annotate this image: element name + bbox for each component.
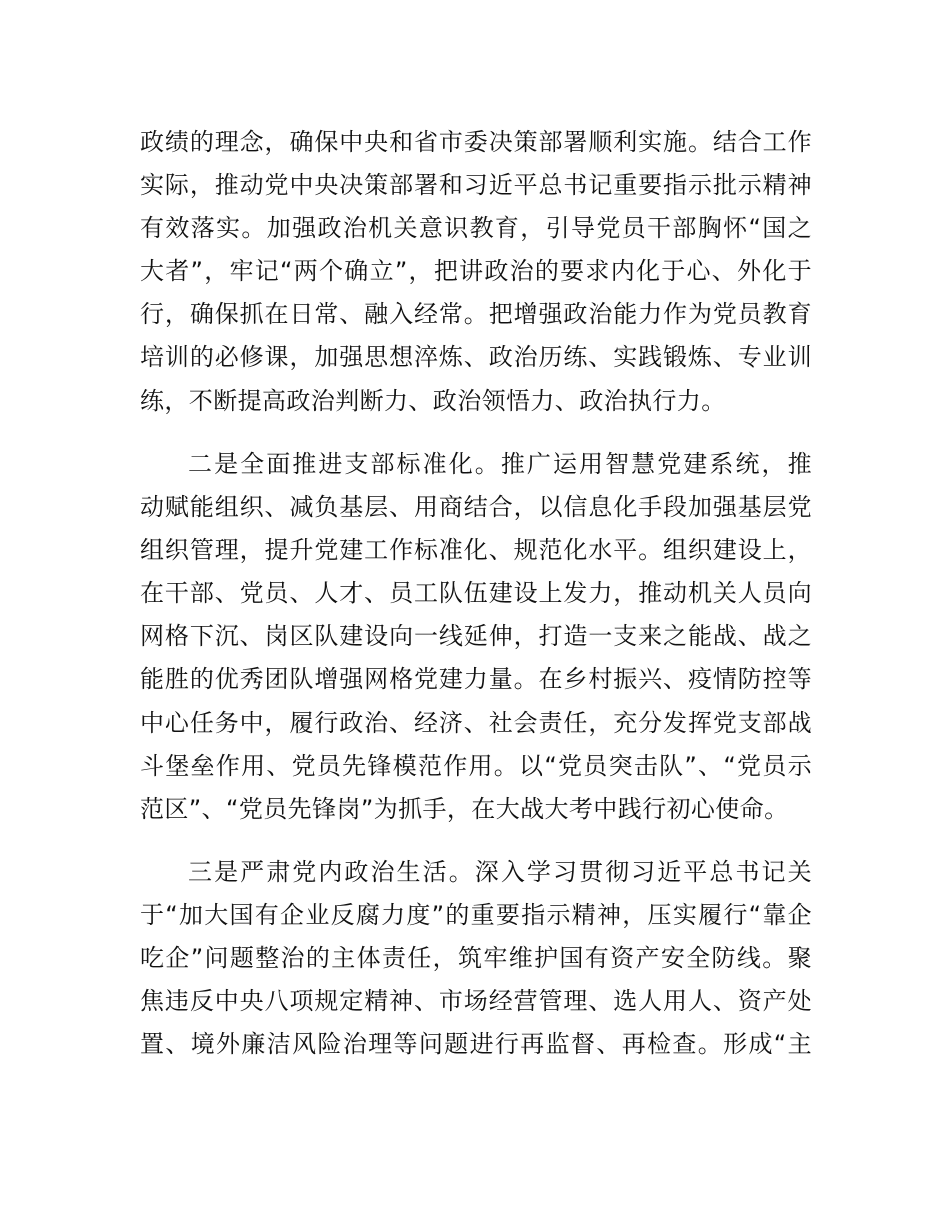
text-line: 焦违反中央八项规定精神、市场经营管理、选人用人、资产处 [140, 987, 812, 1016]
text-line: 大者”，牢记“两个确立”，把讲政治的要求内化于心、外化于 [140, 257, 812, 286]
text-line: 实际，推动党中央决策部署和习近平总书记重要指示批示精神 [140, 171, 812, 200]
text-line: 二是全面推进支部标准化。推广运用智慧党建系统，推 [188, 450, 812, 478]
text-line: 能胜的优秀团队增强网格党建力量。在乡村振兴、疫情防控等 [140, 665, 812, 694]
text-line: 政绩的理念，确保中央和省市委决策部署顺利实施。结合工作 [140, 128, 812, 156]
text-line: 吃企”问题整治的主体责任，筑牢维护国有资产安全防线。聚 [140, 944, 812, 973]
paragraph-political-awareness [140, 121, 812, 423]
text-line: 三是严肃党内政治生活。深入学习贯彻习近平总书记关 [188, 858, 812, 886]
text-line: 培训的必修课，加强思想淬炼、政治历练、实践锻炼、专业训 [140, 343, 812, 372]
text-line: 范区”、“党员先锋岗”为抓手，在大战大考中践行初心使命。 [140, 794, 789, 823]
text-line: 斗堡垒作用、党员先锋模范作用。以“党员突击队”、“党员示 [140, 751, 812, 780]
text-line: 于“加大国有企业反腐力度”的重要指示精神，压实履行“靠企 [140, 901, 812, 930]
text-line: 在干部、党员、人才、员工队伍建设上发力，推动机关人员向 [140, 579, 812, 608]
text-line: 中心任务中，履行政治、经济、社会责任，充分发挥党支部战 [140, 708, 812, 737]
text-line: 组织管理，提升党建工作标准化、规范化水平。组织建设上， [140, 536, 812, 565]
text-line: 行，确保抓在日常、融入经常。把增强政治能力作为党员教育 [140, 300, 812, 329]
text-line: 练，不断提高政治判断力、政治领悟力、政治执行力。 [140, 386, 726, 415]
text-line: 置、境外廉洁风险治理等问题进行再监督、再检查。形成“主 [140, 1030, 812, 1059]
text-line: 网格下沉、岗区队建设向一线延伸，打造一支来之能战、战之 [140, 622, 812, 651]
text-line: 动赋能组织、减负基层、用商结合，以信息化手段加强基层党 [140, 493, 812, 522]
paragraph-branch-standardization [140, 443, 812, 831]
text-line: 有效落实。加强政治机关意识教育，引导党员干部胸怀“国之 [140, 214, 812, 243]
paragraph-party-political-life [140, 851, 812, 1066]
